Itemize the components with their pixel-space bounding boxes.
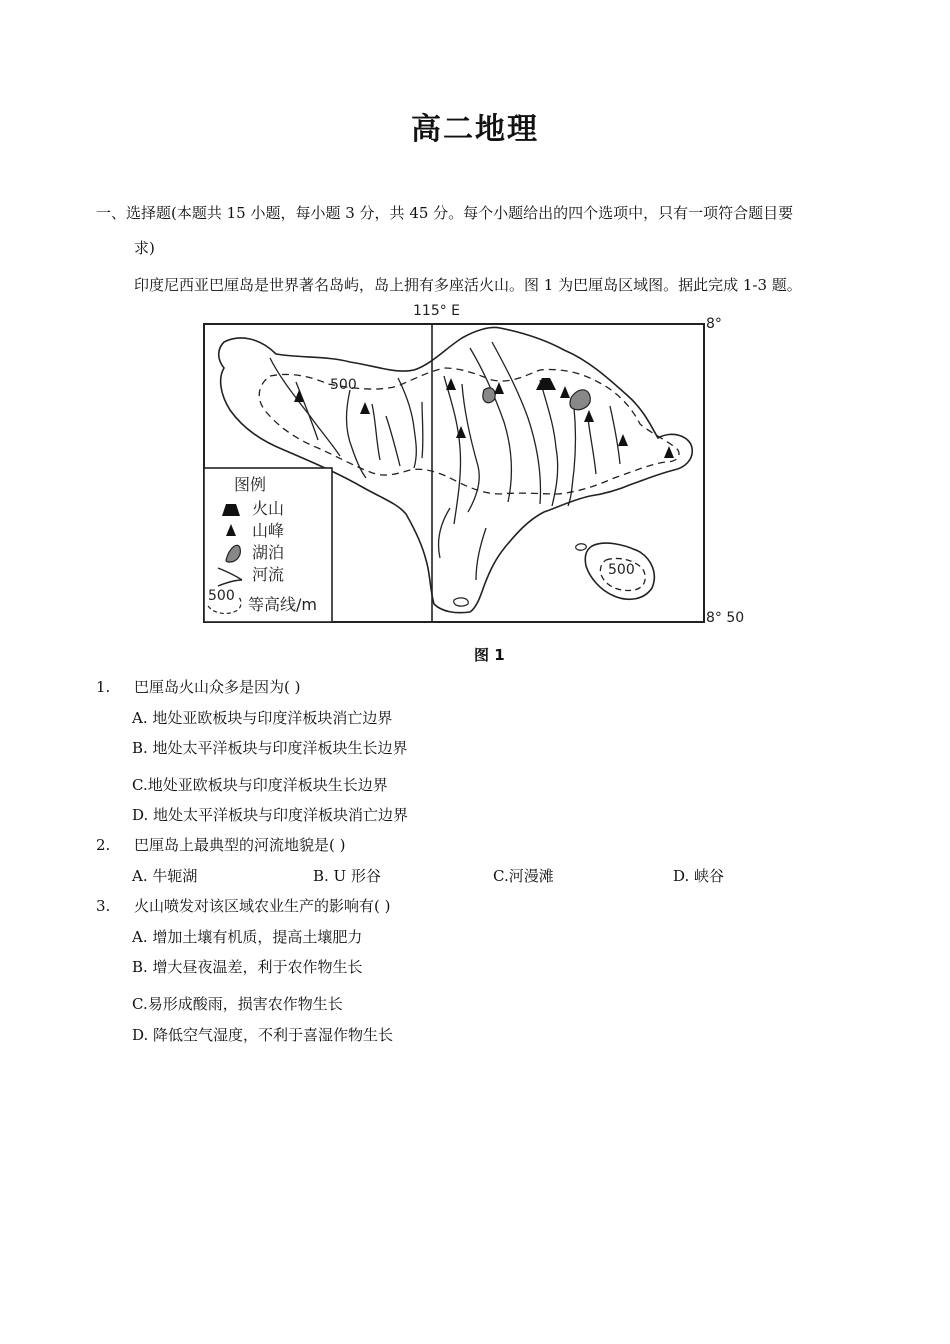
question-1-stem: 巴厘岛火山众多是因为( ) [134,678,301,696]
volcano-symbol [536,378,556,390]
intro-paragraph: 印度尼西亚巴厘岛是世界著名岛屿，岛上拥有多座活火山。图 1 为巴厘岛区域图。据此完成 1-3 题。 [134,276,802,294]
page-title: 高二地理 [411,112,539,147]
contour-label-main: 500 [330,377,357,393]
legend-title: 图例 [234,475,267,494]
legend-river-label: 河流 [252,565,285,584]
legend-lake-label: 湖泊 [252,543,285,562]
section-heading-cont: 求) [134,239,155,257]
legend-volcano-label: 火山 [252,499,285,518]
latitude-top-label: 8° [706,316,722,332]
islet-1 [576,544,587,550]
question-3-option-d: D. 降低空气湿度，不利于喜湿作物生长 [132,1026,394,1044]
longitude-label: 115° E [413,303,461,319]
question-2-stem: 巴厘岛上最典型的河流地貌是( ) [134,836,346,854]
legend-peak-label: 山峰 [252,521,285,540]
question-1-option-b: B. 地处太平洋板块与印度洋板块生长边界 [132,739,408,757]
question-1-option-c: C.地处亚欧板块与印度洋板块生长边界 [132,776,388,794]
figure-caption: 图 1 [474,646,505,664]
bali-region-map [200,298,760,630]
islet-2 [454,598,469,606]
question-3-option-c: C.易形成酸雨，损害农作物生长 [132,995,343,1013]
question-2-number: 2. [96,836,111,854]
question-2-option-b: B. U 形谷 [313,867,381,885]
contour-label-small-island: 500 [608,562,635,578]
question-2-option-c: C.河漫滩 [493,867,554,885]
question-3-stem: 火山喷发对该区域农业生产的影响有( ) [134,897,391,915]
latitude-bottom-label: 8° 50 [706,610,745,626]
lake-1 [483,388,495,403]
question-1-number: 1. [96,678,111,696]
question-1-option-a: A. 地处亚欧板块与印度洋板块消亡边界 [132,709,393,727]
question-3-option-a: A. 增加土壤有机质，提高土壤肥力 [132,928,363,946]
legend-contour-label: 等高线/m [248,595,317,614]
question-2-option-d: D. 峡谷 [673,867,725,885]
question-3-number: 3. [96,897,111,915]
legend-contour-value: 500 [208,588,235,604]
section-heading: 一、选择题(本题共 15 小题，每小题 3 分，共 45 分。每个小题给出的四个选项中，只有一项符合题目要 [96,204,794,222]
lake-2 [570,390,590,410]
question-1-option-d: D. 地处太平洋板块与印度洋板块消亡边界 [132,806,409,824]
question-2-option-a: A. 牛轭湖 [132,867,198,885]
question-3-option-b: B. 增大昼夜温差，利于农作物生长 [132,958,363,976]
